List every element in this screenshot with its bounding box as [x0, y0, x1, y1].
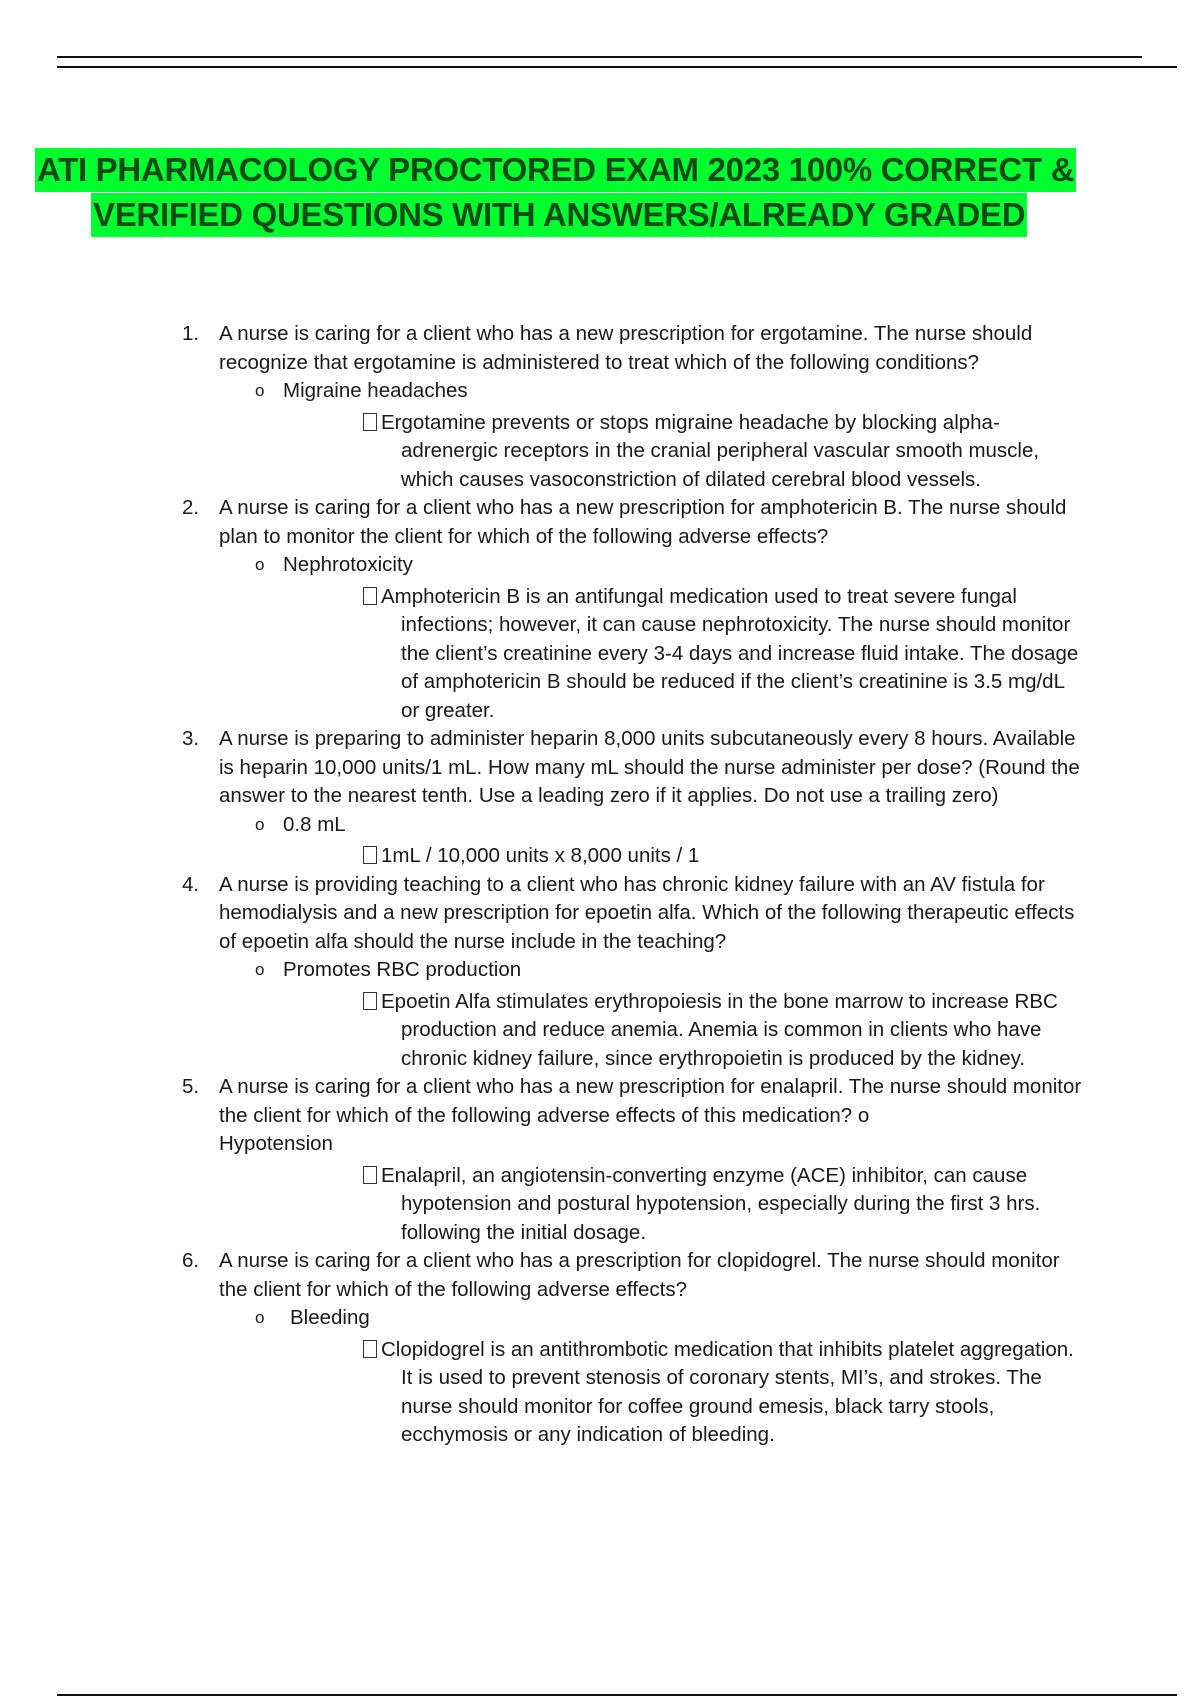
question: [0, 725, 1200, 811]
question-number: 5.: [182, 1075, 200, 1098]
title-line-1: ATI PHARMACOLOGY PROCTORED EXAM 2023 100% CORRECT &: [35, 148, 1076, 192]
question-item: [0, 320, 1200, 494]
checkbox-glyph-icon: [363, 846, 377, 864]
answer-text: Nephrotoxicity: [283, 553, 413, 576]
question-item: [0, 1073, 1200, 1247]
answer: [255, 956, 1200, 985]
question-number: 6.: [182, 1249, 200, 1272]
question-number: 3.: [182, 727, 200, 750]
question-text: A nurse is preparing to administer heparin 8,000 units subcutaneously every 8 hours. Available is heparin 10,000 units/1 mL. How many mL should the nurse administer per dose? (Round the answer to the nearest tenth. Use a leading zero if it applies. Do not use a trailing zero): [219, 727, 1080, 807]
rationale-text: 1mL / 10,000 units x 8,000 units / 1: [381, 844, 700, 867]
question-number: 1.: [182, 322, 200, 345]
question-text-body: A nurse is caring for a client who has a new prescription for enalapril. The nurse should monitor the client for which of the following adverse effects of this medication? o: [219, 1075, 1082, 1127]
question-item: [0, 871, 1200, 1074]
question-text: A nurse is caring for a client who has a new prescription for ergotamine. The nurse should recognize that ergotamine is administered to treat which of the following conditions?: [219, 322, 1033, 374]
question-text: A nurse is caring for a client who has a prescription for clopidogrel. The nurse should monitor the client for which of the following adverse effects?: [219, 1249, 1060, 1301]
question-list: [0, 320, 1200, 1450]
rationale-text: Enalapril, an angiotensin-converting enzyme (ACE) inhibitor, can cause hypotension and postural hypotension, especially during the first 3 hrs. following the initial dosage.: [381, 1163, 1041, 1244]
rationale: [363, 842, 1088, 871]
rationale-text: Clopidogrel is an antithrombotic medication that inhibits platelet aggregation. It is used to prevent stenosis of coronary stents, MI’s, and strokes. The nurse should monitor for coffee ground emesis, black tarry stools, ecchymosis or any indication of bleeding.: [381, 1337, 1074, 1446]
title-line-2: VERIFIED QUESTIONS WITH ANSWERS/ALREADY GRADED: [91, 193, 1027, 237]
question-item: [0, 725, 1200, 871]
rationale: [363, 1162, 1088, 1248]
question: [0, 494, 1200, 551]
question: [0, 871, 1200, 957]
answer: [255, 1304, 1200, 1333]
checkbox-glyph-icon: [363, 1166, 377, 1184]
answer-text: Promotes RBC production: [283, 958, 522, 981]
bullet-icon: o: [255, 555, 265, 574]
header-rule-lower: [57, 66, 1177, 68]
question-item: [0, 1247, 1200, 1450]
rationale-text: Amphotericin B is an antifungal medication used to treat severe fungal infections; however, it can cause nephrotoxicity. The nurse should monitor the client’s creatinine every 3-4 days and increase fluid intake. The dosage of amphotericin B should be reduced if the client’s creatinine is 3.5 mg/dL or greater.: [381, 584, 1079, 722]
answer: [255, 551, 1200, 580]
checkbox-glyph-icon: [363, 992, 377, 1010]
question-number: 2.: [182, 496, 200, 519]
header-rule-upper: [57, 56, 1142, 58]
question-item: [0, 494, 1200, 725]
rationale: [363, 1336, 1088, 1450]
question-text: A nurse is providing teaching to a client who has chronic kidney failure with an AV fistula for hemodialysis and a new prescription for epoetin alfa. Which of the following therapeutic effects of epoetin alfa should the nurse include in the teaching?: [219, 872, 1075, 953]
question-text: [219, 1073, 1089, 1159]
answer-text-inline: Hypotension: [219, 1132, 333, 1155]
rationale-text: Epoetin Alfa stimulates erythropoiesis in the bone marrow to increase RBC production and reduce anemia. Anemia is common in clients who have chronic kidney failure, since erythropoietin is produced by the kidney.: [381, 989, 1058, 1070]
bullet-icon: o: [255, 381, 265, 400]
answer-text: Bleeding: [290, 1306, 370, 1329]
bullet-icon: o: [255, 1308, 265, 1327]
answer: [255, 377, 1200, 406]
rationale: [363, 583, 1088, 726]
question: [0, 320, 1200, 377]
answer-text: Migraine headaches: [283, 379, 468, 402]
question: [0, 1073, 1200, 1159]
answer: [255, 811, 1200, 840]
checkbox-glyph-icon: [363, 1340, 377, 1358]
question-text: A nurse is caring for a client who has a new prescription for amphotericin B. The nurse should plan to monitor the client for which of the following adverse effects?: [219, 496, 1067, 548]
footer-rule: [57, 1694, 1177, 1696]
bullet-icon: o: [255, 960, 265, 979]
rationale: [363, 988, 1088, 1074]
checkbox-glyph-icon: [363, 413, 377, 431]
bullet-icon: o: [255, 814, 265, 834]
rationale: [363, 409, 1088, 495]
rationale-text: Ergotamine prevents or stops migraine headache by blocking alpha-adrenergic receptors in the cranial peripheral vascular smooth muscle, which causes vasoconstriction of dilated cerebral blood vessels.: [381, 410, 1040, 491]
question-number: 4.: [182, 872, 200, 896]
question: [0, 1247, 1200, 1304]
checkbox-glyph-icon: [363, 587, 377, 605]
answer-text: 0.8 mL: [283, 812, 346, 836]
